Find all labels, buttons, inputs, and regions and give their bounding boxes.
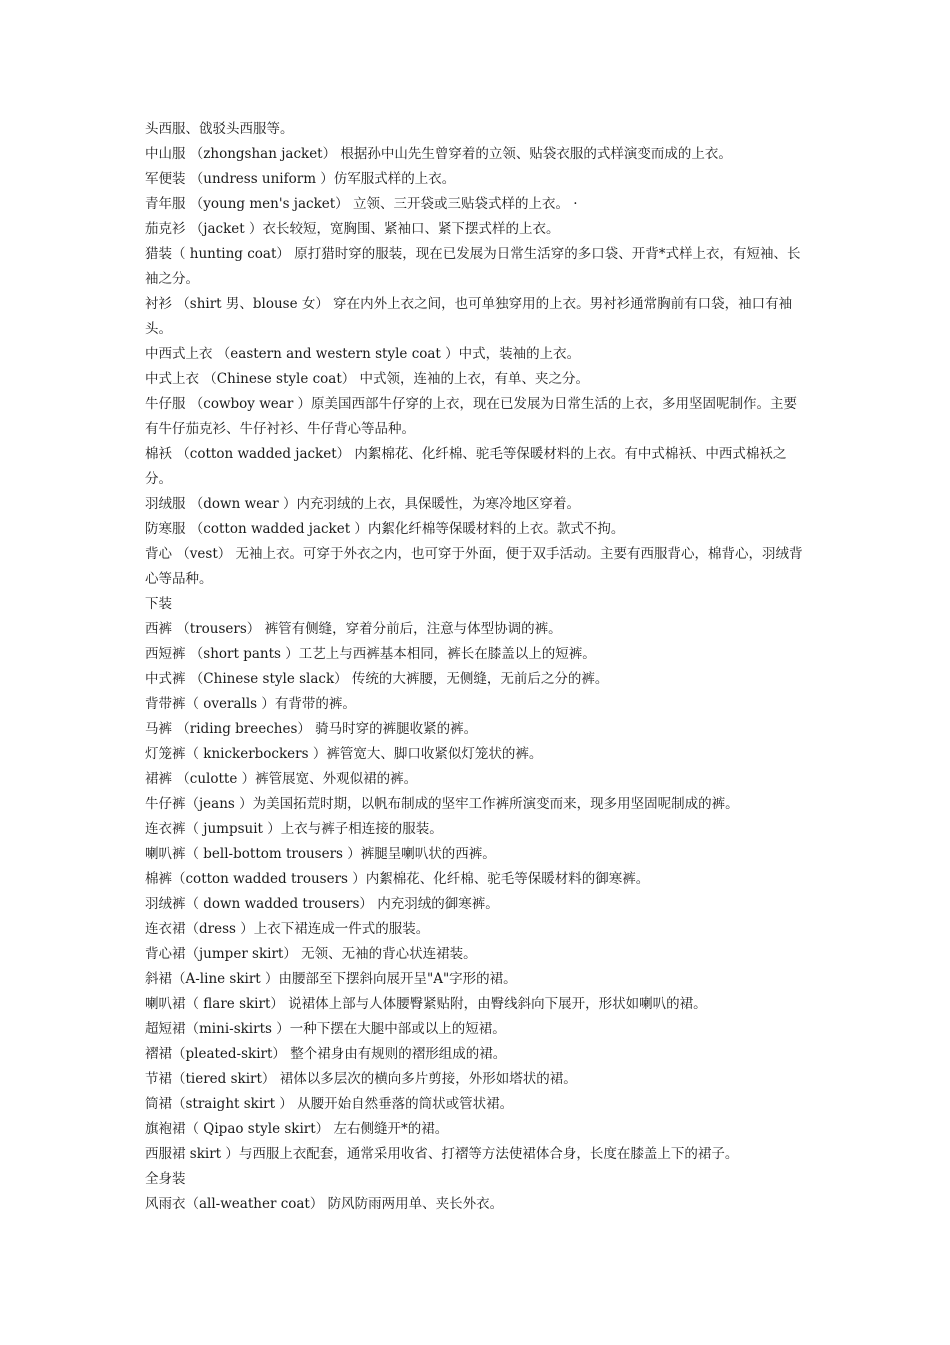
section-heading: 全身装 bbox=[145, 1171, 186, 1187]
glossary-entry: 防寒服 （cotton wadded jacket ）内絮化纤棉等保暖材料的上衣。款式不拘。 bbox=[145, 521, 625, 537]
glossary-entry: 喇叭裤（ bell-bottom trousers ）裤腿呈喇叭状的西裤。 bbox=[145, 846, 496, 862]
glossary-entry: 连衣裙（dress ）上衣下裙连成一件式的服装。 bbox=[145, 921, 430, 937]
glossary-entry: 中式上衣 （Chinese style coat） 中式领，连袖的上衣，有单、夹之分。 bbox=[145, 371, 590, 387]
glossary-entry: 牛仔裤（jeans ）为美国拓荒时期，以帆布制成的坚牢工作裤所演变而来，现多用坚固呢制成的裤。 bbox=[145, 796, 739, 812]
glossary-entry: 头西服、戗驳头西服等。 bbox=[145, 121, 294, 137]
glossary-entry: 棉裤（cotton wadded trousers ）内絮棉花、化纤棉、驼毛等保暖材料的御寒裤。 bbox=[145, 871, 650, 887]
glossary-entry: 中山服 （zhongshan jacket） 根据孙中山先生曾穿着的立领、贴袋衣服的式样演变而成的上衣。 bbox=[145, 146, 732, 162]
glossary-entry: 猎装（ hunting coat） 原打猎时穿的服装，现在已发展为日常生活穿的多口袋、开背*式样上衣，有短袖、长袖之分。 bbox=[145, 246, 801, 287]
glossary-entry: 羽绒裤（ down wadded trousers） 内充羽绒的御寒裤。 bbox=[145, 896, 499, 912]
glossary-entry: 西服裙 skirt ）与西服上衣配套，通常采用收省、打褶等方法使裙体合身，长度在膝盖上下的裙子。 bbox=[145, 1146, 739, 1162]
glossary-entry: 背心 （vest） 无袖上衣。可穿于外衣之内，也可穿于外面，便于双手活动。主要有西服背心，棉背心，羽绒背心等品种。 bbox=[145, 546, 803, 587]
glossary-entry: 喇叭裙（ flare skirt） 说裙体上部与人体腰臀紧贴附，由臀线斜向下展开，形状如喇叭的裙。 bbox=[145, 996, 707, 1012]
glossary-entry: 节裙（tiered skirt） 裙体以多层次的横向多片剪接，外形如塔状的裙。 bbox=[145, 1071, 577, 1087]
glossary-entry: 马裤 （riding breeches） 骑马时穿的裤腿收紧的裤。 bbox=[145, 721, 478, 737]
glossary-entry: 连衣裤（ jumpsuit ）上衣与裤子相连接的服装。 bbox=[145, 821, 443, 837]
glossary-entry: 筒裙（straight skirt ） 从腰开始自然垂落的筒状或管状裙。 bbox=[145, 1096, 514, 1112]
glossary-entry: 棉袄 （cotton wadded jacket） 内絮棉花、化纤棉、驼毛等保暖材料的上衣。有中式棉袄、中西式棉袄之分。 bbox=[145, 446, 787, 487]
glossary-entry: 军便装 （undress uniform ）仿军服式样的上衣。 bbox=[145, 171, 456, 187]
glossary-entry: 中式裤 （Chinese style slack） 传统的大裤腰，无侧缝，无前后之分的裤。 bbox=[145, 671, 609, 687]
glossary-entry: 背带裤（ overalls ）有背带的裤。 bbox=[145, 696, 356, 712]
glossary-entry: 旗袍裙（ Qipao style skirt） 左右侧缝开*的裙。 bbox=[145, 1121, 449, 1137]
glossary-entry: 灯笼裤（ knickerbockers ）裤管宽大、脚口收紧似灯笼状的裤。 bbox=[145, 746, 543, 762]
glossary-entry: 羽绒服 （down wear ）内充羽绒的上衣，具保暖性，为寒冷地区穿着。 bbox=[145, 496, 580, 512]
section-heading: 下装 bbox=[145, 596, 172, 612]
glossary-entry: 牛仔服 （cowboy wear ）原美国西部牛仔穿的上衣，现在已发展为日常生活的上衣，多用坚固呢制作。主要有牛仔茄克衫、牛仔衬衫、牛仔背心等品种。 bbox=[145, 396, 798, 437]
glossary-entry: 背心裙（jumper skirt） 无领、无袖的背心状连裙装。 bbox=[145, 946, 477, 962]
document-body bbox=[145, 117, 810, 1217]
glossary-entry: 褶裙（pleated-skirt） 整个裙身由有规则的褶形组成的裙。 bbox=[145, 1046, 507, 1062]
glossary-entry: 风雨衣（all-weather coat） 防风防雨两用单、夹长外衣。 bbox=[145, 1196, 504, 1212]
glossary-entry: 西裤 （trousers） 裤管有侧缝，穿着分前后，注意与体型协调的裤。 bbox=[145, 621, 562, 637]
glossary-entry: 衬衫 （shirt 男、blouse 女） 穿在内外上衣之间，也可单独穿用的上衣。男衬衫通常胸前有口袋，袖口有袖头。 bbox=[145, 296, 793, 337]
glossary-entry: 中西式上衣 （eastern and western style coat ）中式，装袖的上衣。 bbox=[145, 346, 581, 362]
glossary-entry: 西短裤 （short pants ）工艺上与西裤基本相同，裤长在膝盖以上的短裤。 bbox=[145, 646, 596, 662]
glossary-entry: 茄克衫 （jacket ）衣长较短，宽胸围、紧袖口、紧下摆式样的上衣。 bbox=[145, 221, 560, 237]
glossary-list bbox=[145, 117, 810, 1217]
glossary-entry: 青年服 （young men's jacket） 立领、三开袋或三贴袋式样的上衣。 · bbox=[145, 196, 578, 212]
glossary-entry: 裙裤 （culotte ）裤管展宽、外观似裙的裤。 bbox=[145, 771, 418, 787]
glossary-entry: 超短裙（mini-skirts ）一种下摆在大腿中部或以上的短裙。 bbox=[145, 1021, 506, 1037]
glossary-entry: 斜裙（A-line skirt ）由腰部至下摆斜向展开呈"A"字形的裙。 bbox=[145, 971, 517, 987]
